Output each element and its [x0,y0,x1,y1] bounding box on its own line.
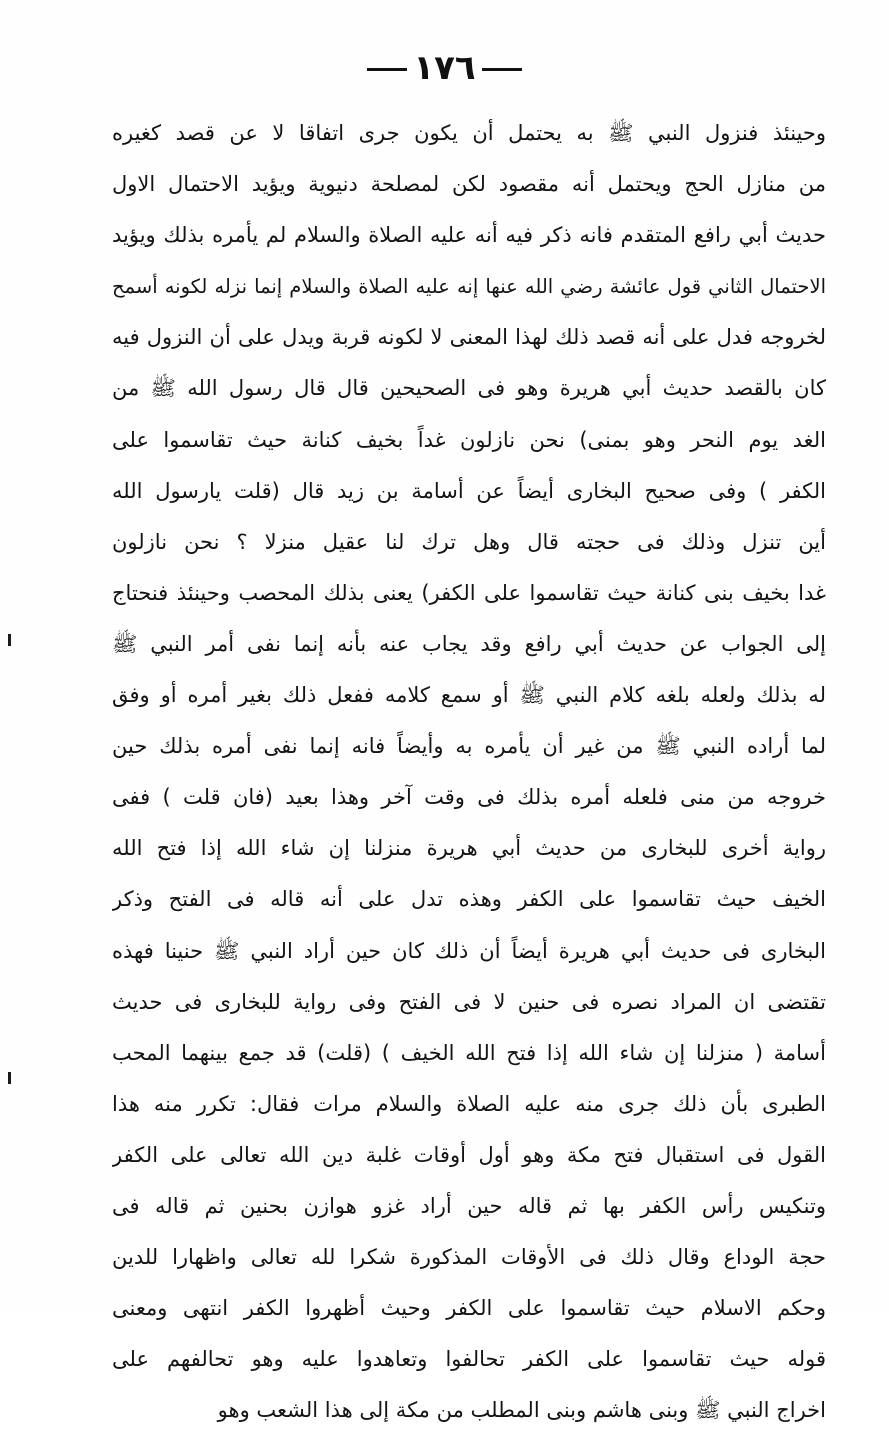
text-line: حديث أبي رافع المتقدم فانه ذكر فيه أنه عليه الصلاة والسلام لم يأمره بذلك ويؤيد [112,223,826,248]
text-line: تقتضى ان المراد نصره فى حنين لا فى الفتح وفى رواية للبخارى فى حديث [112,989,826,1014]
text-line: الخيف حيث تقاسموا على الكفر وهذه تدل على أنه قاله فى الفتح وذكر [112,887,826,912]
body-text [112,108,826,1436]
text-line: اخراج النبي ﷺ وبنى هاشم وبنى المطلب من مكة إلى هذا الشعب وهو [217,1398,826,1423]
text-line: وحينئذ فنزول النبي ﷺ به يحتمل أن يكون جرى اتفاقا لا عن قصد كغيره [112,121,826,145]
text-line: حجة الوداع وقال ذلك فى الأوقات المذكورة شكرا لله تعالى واظهارا للدين [112,1245,826,1270]
page-number [0,48,889,88]
scan-mark [8,634,11,646]
text-line: الاحتمال الثاني قول عائشة رضي الله عنها إنه عليه الصلاة والسلام إنما نزله لكونه أسمح [112,275,826,299]
text-line: خروجه من منى فلعله أمره بذلك فى وقت آخر وهذا بعيد (فان قلت ) ففى [112,785,826,810]
text-line: أين تنزل وذلك فى حجته قال وهل ترك لنا عقيل منزلا ؟ نحن نازلون [112,529,826,554]
text-line: الطبرى بأن ذلك جرى منه عليه الصلاة والسلام مرات فقال: تكرر منه هذا [112,1091,826,1116]
text-line: البخارى فى حديث أبي هريرة أيضاً أن ذلك كان حين أراد النبي ﷺ حنينا فهذه [112,938,826,963]
text-line: وحكم الاسلام حيث تقاسموا على الكفر وحيث أظهروا الكفر انتهى ومعنى [112,1296,826,1321]
page-number-text: ١٧٦ [413,48,476,88]
text-line: قوله حيث تقاسموا على الكفر تحالفوا وتعاهدوا عليه وهو تحالفهم على [112,1347,826,1372]
text-line: من منازل الحج ويحتمل أنه مقصود لكن لمصلحة دنيوية ويؤيد الاحتمال الاول [112,172,826,197]
text-line: وتنكيس رأس الكفر بها ثم قاله حين أراد غزو هوازن بحنين ثم قاله فى [112,1193,826,1218]
text-line: الغد يوم النحر وهو بمنى) نحن نازلون غداً بخيف كنانة حيث تقاسموا على [112,427,826,452]
text-line: لخروجه فدل على أنه قصد ذلك لهذا المعنى لا لكونه قربة ويدل على أن النزول فيه [112,325,826,350]
text-line: أسامة ( منزلنا إن شاء الله إذا فتح الله الخيف ) (قلت) قد جمع بينهما المحب [112,1040,826,1065]
text-line: القول فى استقبال فتح مكة وهو أول أوقات غلبة دين الله تعالى على الكفر [112,1142,826,1167]
text-line: غدا بخيف بنى كنانة حيث تقاسموا على الكفر) يعنى بذلك المحصب وحينئذ فنحتاج [112,580,826,605]
page-number-dash-right [482,68,522,71]
text-line: لما أراده النبي ﷺ من غير أن يأمره به وأيضاً فانه إنما نفى أمره بذلك حين [112,734,826,759]
text-line: الكفر ) وفى صحيح البخارى أيضاً عن أسامة بن زيد قال (قلت يارسول الله [112,478,826,503]
text-line: كان بالقصد حديث أبي هريرة وهو فى الصحيحين قال قال رسول الله ﷺ من [112,376,826,401]
text-line: رواية أخرى للبخارى من حديث أبي هريرة منزلنا إن شاء الله إذا فتح الله [112,836,826,861]
text-line: إلى الجواب عن حديث أبي رافع وقد يجاب عنه بأنه إنما نفى أمر النبي ﷺ [112,631,826,656]
scan-mark [8,1072,11,1084]
text-line: له بذلك ولعله بلغه كلام النبي ﷺ أو سمع كلامه ففعل ذلك بغير أمره أو وفق [112,683,826,708]
page-number-dash-left [367,68,407,71]
